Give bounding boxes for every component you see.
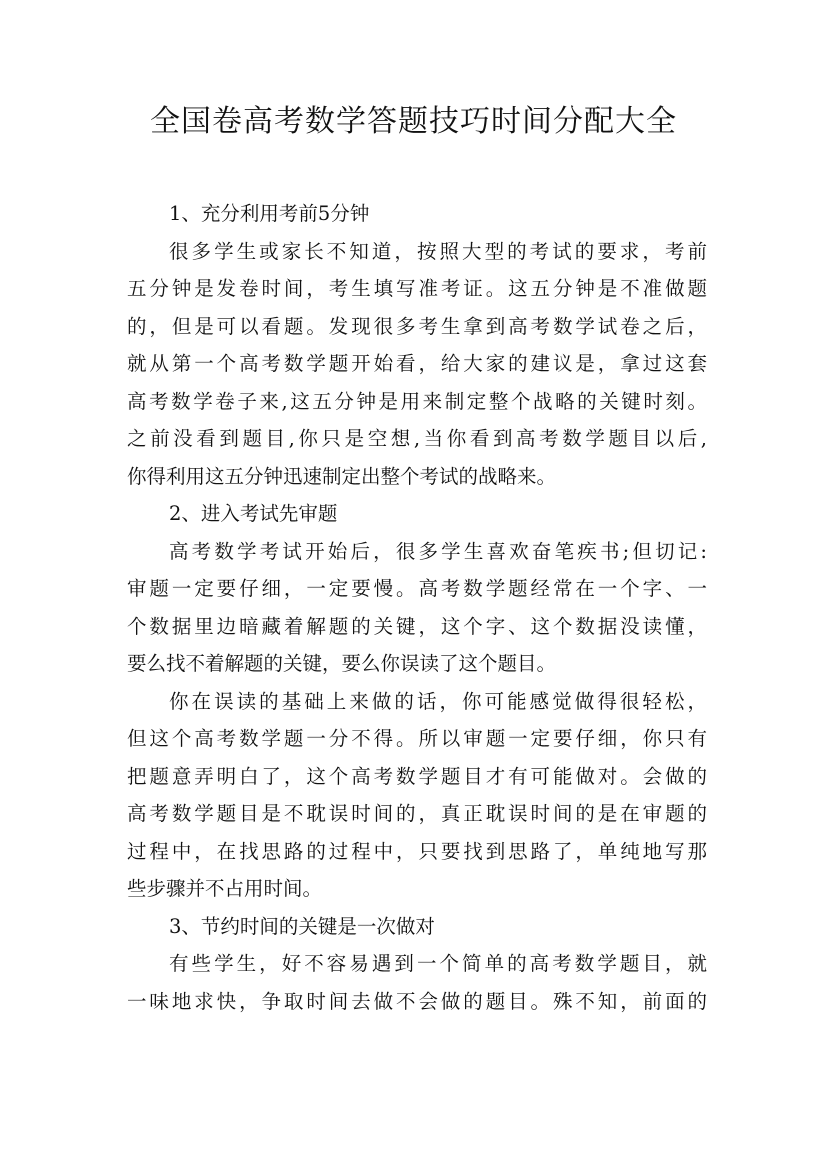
paragraph-line: 但这个高考数学题一分不得。所以审题一定要仔细，你只有	[127, 727, 707, 750]
paragraph-line: 要么找不着解题的关键，要么你误读了这个题目。	[127, 652, 557, 675]
paragraph-line: 过程中，在找思路的过程中，只要找到思路了，单纯地写那	[127, 839, 707, 863]
paragraph-line: 高考数学题目是不耽误时间的，真正耽误时间的是在审题的	[127, 802, 707, 825]
paragraph-line: 高考数学卷子来,这五分钟是用来制定整个战略的关键时刻。	[127, 389, 707, 413]
document-title: 全国卷高考数学答题技巧时间分配大全	[150, 104, 677, 139]
document-body	[127, 195, 707, 1020]
section-heading-3: 3、节约时间的关键是一次做对	[169, 914, 435, 938]
paragraph-line: 的，但是可以看题。发现很多考生拿到高考数学试卷之后，	[127, 314, 707, 338]
paragraph-line: 就从第一个高考数学题开始看，给大家的建议是，拿过这套	[127, 352, 707, 375]
paragraph-line: 一味地求快，争取时间去做不会做的题目。殊不知，前面的	[127, 989, 707, 1013]
paragraph-line: 很多学生或家长不知道，按照大型的考试的要求，考前	[169, 239, 707, 263]
paragraph-line: 高考数学考试开始后，很多学生喜欢奋笔疾书;但切记:	[169, 539, 707, 563]
paragraph-line: 你在误读的基础上来做的话，你可能感觉做得很轻松，	[169, 689, 707, 713]
paragraph-line: 有些学生，好不容易遇到一个简单的高考数学题目，就	[169, 952, 707, 975]
paragraph-line: 个数据里边暗藏着解题的关键，这个字、这个数据没读懂，	[127, 614, 707, 638]
section-heading-2: 2、进入考试先审题	[169, 502, 338, 525]
paragraph-line: 你得利用这五分钟迅速制定出整个考试的战略来。	[127, 464, 557, 488]
section-heading-1: 1、充分利用考前5分钟	[169, 202, 370, 225]
paragraph-line: 些步骤并不占用时间。	[127, 877, 323, 900]
paragraph-line: 五分钟是发卷时间，考生填写准考证。这五分钟是不准做题	[127, 277, 707, 300]
paragraph-line: 审题一定要仔细，一定要慢。高考数学题经常在一个字、一	[127, 577, 707, 600]
paragraph-line: 把题意弄明白了，这个高考数学题目才有可能做对。会做的	[127, 764, 707, 788]
paragraph-line: 之前没看到题目,你只是空想,当你看到高考数学题目以后,	[127, 427, 707, 450]
